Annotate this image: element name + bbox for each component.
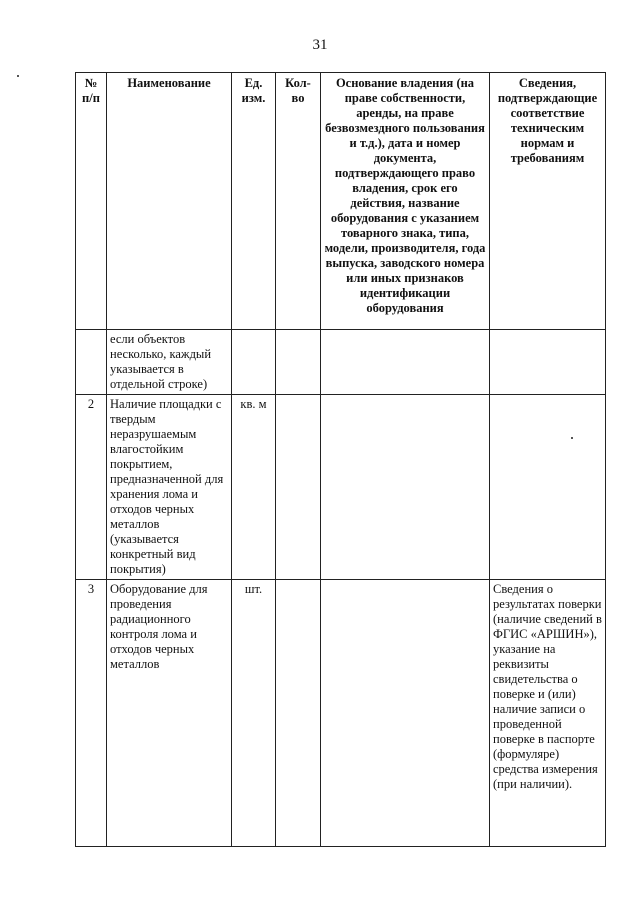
header-num: № п/п xyxy=(76,73,107,330)
cell-num: 2 xyxy=(76,395,107,580)
header-conformity: Сведения, подтверждающие соответствие техническим нормам и требованиям xyxy=(490,73,606,330)
cell-unit: кв. м xyxy=(232,395,276,580)
scan-speck xyxy=(17,75,19,77)
header-basis: Основание владения (на праве собственности, аренды, на праве безвозмездного пользования и т.д.), дата и номер документа, подтверждающего право владения, срок его действия, название оборудования с указанием товарного знака, типа, модели, производителя, года выпуска, заводского номера или иных признаков идентификации оборудования xyxy=(321,73,490,330)
cell-qty xyxy=(276,330,321,395)
header-unit: Ед. изм. xyxy=(232,73,276,330)
cell-unit: шт. xyxy=(232,580,276,847)
header-name: Наименование xyxy=(107,73,232,330)
cell-conformity xyxy=(490,395,606,580)
table-row xyxy=(76,330,606,395)
table-row xyxy=(76,580,606,847)
cell-name: Оборудование для проведения радиационного контроля лома и отходов черных металлов xyxy=(107,580,232,847)
cell-basis xyxy=(321,395,490,580)
cell-conformity xyxy=(490,330,606,395)
cell-conformity: Сведения о результатах поверки (наличие сведений в ФГИС «АРШИН»), указание на реквизиты свидетельства о поверке и (или) наличие записи о проведенной поверке в паспорте (формуляре) средства измерения (при наличии). xyxy=(490,580,606,847)
cell-qty xyxy=(276,580,321,847)
scan-speck xyxy=(571,437,573,439)
table-header-row xyxy=(76,73,606,330)
cell-name: Наличие площадки с твердым неразрушаемым влагостойким покрытием, предназначенной для хранения лома и отходов черных металлов (указывается конкретный вид покрытия) xyxy=(107,395,232,580)
cell-unit xyxy=(232,330,276,395)
equipment-table xyxy=(75,72,606,847)
cell-basis xyxy=(321,330,490,395)
cell-num xyxy=(76,330,107,395)
table-row xyxy=(76,395,606,580)
cell-num: 3 xyxy=(76,580,107,847)
header-qty: Кол-во xyxy=(276,73,321,330)
page-number: 31 xyxy=(312,37,328,53)
cell-qty xyxy=(276,395,321,580)
cell-basis xyxy=(321,580,490,847)
cell-name: если объектов несколько, каждый указывается в отдельной строке) xyxy=(107,330,232,395)
